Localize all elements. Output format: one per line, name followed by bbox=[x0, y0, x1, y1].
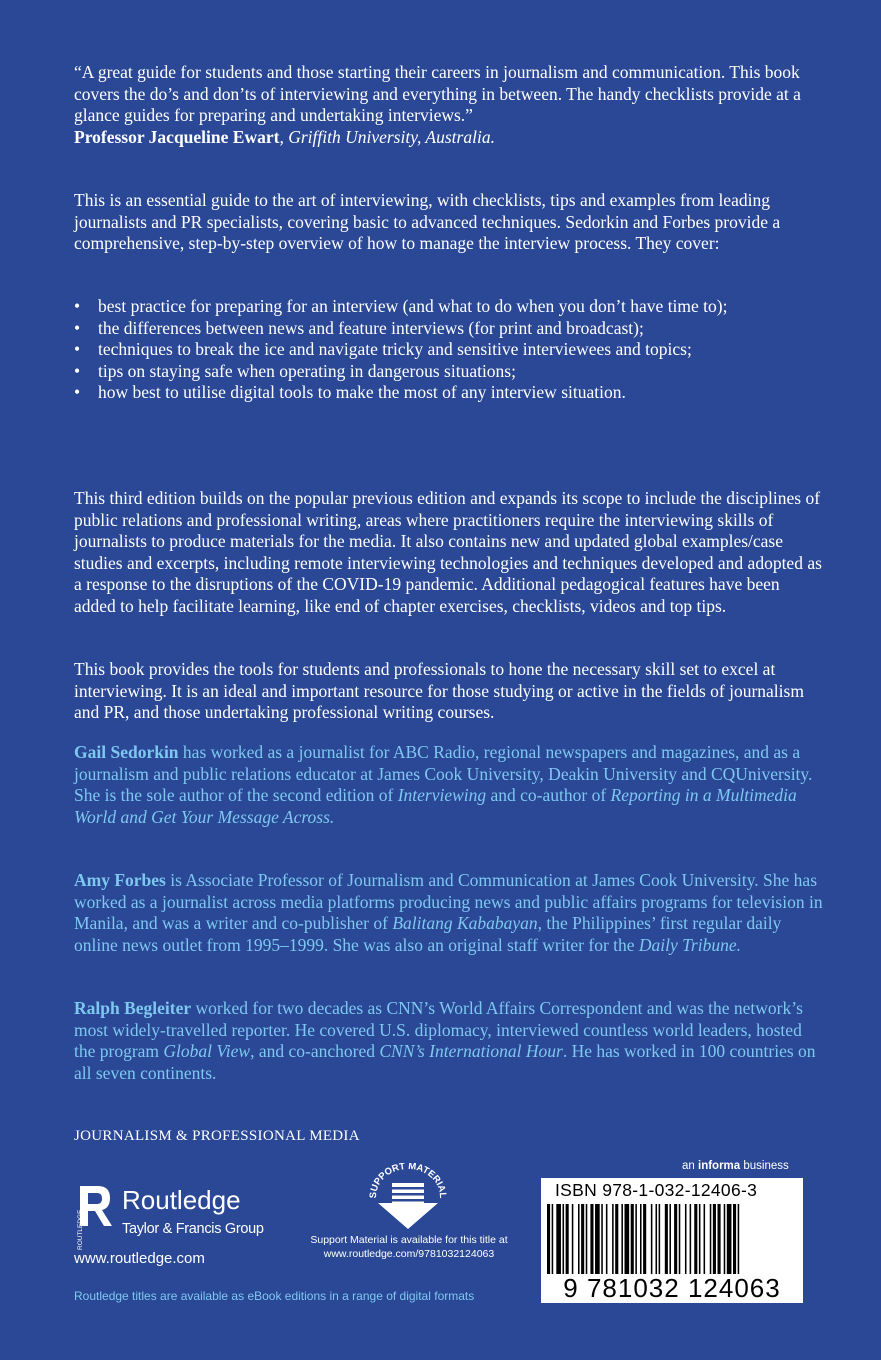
bio-text: is Associate Professor of Journalism and Communication at James Cook University. She has worked as a journalist across media platforms producing news and public affairs programs for television in Manila, and was a writer and co-publisher of bbox=[74, 870, 823, 933]
bio-text: has worked as a journalist for ABC Radio, regional newspapers and magazines, and as a journalism and public relations educator at James Cook University, Deakin University and CQUniversity. She is the sole author of the second edition of bbox=[74, 742, 813, 805]
barcode-bar bbox=[679, 1204, 681, 1274]
barcode-bar bbox=[621, 1204, 623, 1274]
isbn-label: ISBN 978-1-032-12406-3 bbox=[555, 1180, 758, 1200]
barcode-bar bbox=[656, 1204, 658, 1274]
barcode-bar bbox=[724, 1204, 726, 1274]
barcode-bar bbox=[581, 1204, 584, 1274]
barcode-bar bbox=[733, 1204, 736, 1274]
barcode-bar bbox=[586, 1204, 588, 1274]
bio-text: . He has worked in 100 countries on all seven continents. bbox=[74, 1041, 816, 1083]
barcode-bar bbox=[635, 1204, 637, 1274]
barcode-bars bbox=[543, 1204, 799, 1274]
barcode-number: 9 781032 124063 bbox=[563, 1273, 781, 1303]
third-edition-paragraph: This third edition builds on the popular previous edition and expands its scope to include the disciplines of public relations and professional writing, areas where practitioners require the interviewing skills of journalists to produce materials for the media. It also contains new and updated global examples/case studies and excerpts, including remote interviewing technologies and techniques developed and adopted as a response to the disruptions of the COVID-19 pandemic. Additional pedagogical features have been added to help facilitate learning, like end of chapter exercises, checklists, videos and top tips. bbox=[74, 488, 822, 616]
bio-title: Global View bbox=[163, 1041, 251, 1061]
barcode-bar bbox=[690, 1204, 692, 1274]
bio-title: CNN’s International Hour bbox=[379, 1041, 563, 1061]
quote-affiliation: , Griffith University, Australia. bbox=[279, 126, 495, 147]
author-name: Gail Sedorkin bbox=[74, 742, 179, 762]
barcode-bar bbox=[590, 1204, 593, 1274]
list-item: • the differences between news and feature interviews (for print and broadcast); bbox=[74, 318, 834, 340]
barcode-bar bbox=[643, 1204, 646, 1274]
barcode-bar bbox=[699, 1204, 701, 1274]
author-bio-sedorkin bbox=[74, 742, 824, 828]
barcode-bar bbox=[556, 1204, 561, 1274]
informa-suffix: business bbox=[740, 1160, 789, 1172]
barcode-bar bbox=[651, 1204, 653, 1274]
bio-title: Daily Tribune. bbox=[638, 934, 741, 955]
publisher-website: www.routledge.com bbox=[74, 1250, 205, 1267]
barcode-bar bbox=[727, 1204, 732, 1274]
informa-bold: informa bbox=[698, 1160, 741, 1172]
endorsement-quote bbox=[74, 62, 824, 148]
author-bio-begleiter bbox=[74, 998, 824, 1084]
barcode-bar bbox=[566, 1204, 569, 1274]
isbn-barcode bbox=[541, 1178, 803, 1303]
quote-text: “A great guide for students and those starting their careers in journalism and communication. This book covers the do’s and don’ts of interviewing and everything in between. The handy checklists provide at a glance guides for preparing and undertaking interviews.” bbox=[74, 62, 801, 125]
logo-mark bbox=[80, 1186, 112, 1226]
list-item: • tips on staying safe when operating in dangerous situations; bbox=[74, 361, 834, 383]
barcode-bar bbox=[704, 1204, 706, 1274]
publisher-group: Taylor & Francis Group bbox=[122, 1221, 264, 1237]
barcode-bar bbox=[631, 1204, 634, 1274]
support-line2: www.routledge.com/9781032124063 bbox=[323, 1248, 495, 1260]
barcode-bar bbox=[572, 1204, 574, 1274]
list-item: • best practice for preparing for an interview (and what to do when you don’t have time to); bbox=[74, 296, 834, 318]
informa-tagline bbox=[682, 1160, 789, 1172]
publisher-name: Routledge bbox=[122, 1185, 241, 1215]
barcode-bar bbox=[606, 1204, 608, 1274]
bio-text: , and co-anchored bbox=[250, 1041, 380, 1061]
barcode-bar bbox=[674, 1204, 677, 1274]
barcode-bar bbox=[547, 1204, 550, 1274]
barcode-bar bbox=[713, 1204, 716, 1274]
support-material-note bbox=[298, 1233, 520, 1261]
barcode-bar bbox=[685, 1204, 687, 1274]
bio-title: Reporting in a Multimedia World and Get Your Message Across. bbox=[74, 785, 797, 827]
bio-title: Balitang Kababayan bbox=[392, 913, 538, 933]
barcode-bar bbox=[718, 1204, 721, 1274]
bio-text: , the Philippines’ first regular daily online news outlet from 1995–1999. She was also an original staff writer for the bbox=[74, 913, 782, 955]
intro-paragraph: This is an essential guide to the art of interviewing, with checklists, tips and examples from leading journalists and PR specialists, covering basic to advanced techniques. Sedorkin and Forbes provide a comprehensive, step-by-step overview of how to manage the interview process. They cover: bbox=[74, 190, 781, 253]
barcode-bar bbox=[625, 1204, 630, 1274]
topic-list bbox=[74, 296, 834, 404]
quote-author: Professor Jacqueline Ewart bbox=[74, 126, 280, 147]
barcode-bar bbox=[659, 1204, 661, 1274]
barcode-bar bbox=[738, 1204, 740, 1274]
bio-title: Interviewing bbox=[397, 785, 487, 805]
bio-text: worked for two decades as CNN’s World Affairs Correspondent and was the network’s most widely-travelled reporter. He covered U.S. diplomacy, interviewed countless world leaders, hosted the program bbox=[74, 998, 803, 1061]
barcode-bar bbox=[612, 1204, 614, 1274]
barcode-bar bbox=[615, 1204, 618, 1274]
barcode-bar bbox=[640, 1204, 642, 1274]
author-bio-forbes bbox=[74, 870, 824, 956]
barcode-bar bbox=[710, 1204, 712, 1274]
barcode-bar bbox=[601, 1204, 603, 1274]
ebook-note: Routledge titles are available as eBook editions in a range of digital formats bbox=[74, 1289, 475, 1303]
author-name: Amy Forbes bbox=[74, 870, 166, 890]
logo-vertical-text: ROUTLEDGE bbox=[77, 1209, 84, 1250]
download-arrow-icon bbox=[378, 1183, 438, 1229]
informa-prefix: an bbox=[682, 1160, 698, 1172]
list-item: • techniques to break the ice and navigate tricky and sensitive interviewees and topics; bbox=[74, 339, 834, 361]
tools-paragraph: This book provides the tools for students and professionals to hone the necessary skill set to excel at interviewing. It is an ideal and important resource for those studying or active in the fields of journalism and PR, and those undertaking professional writing courses. bbox=[74, 659, 804, 722]
barcode-bar bbox=[665, 1204, 668, 1274]
barcode-bar bbox=[694, 1204, 697, 1274]
support-material-download-icon bbox=[358, 1163, 458, 1233]
list-item: • how best to utilise digital tools to make the most of any interview situation. bbox=[74, 382, 834, 404]
author-name: Ralph Begleiter bbox=[74, 998, 192, 1018]
barcode-bar bbox=[578, 1204, 580, 1274]
bio-text: and co-author of bbox=[486, 785, 611, 805]
support-badge-text: SUPPORT MATERIAL bbox=[367, 1163, 449, 1199]
support-line1: Support Material is available for this title at bbox=[310, 1234, 508, 1246]
barcode-bar bbox=[552, 1204, 554, 1274]
barcode-bar bbox=[595, 1204, 600, 1274]
barcode-bar bbox=[669, 1204, 671, 1274]
barcode-bar bbox=[563, 1204, 565, 1274]
series-name: JOURNALISM & PROFESSIONAL MEDIA bbox=[74, 1128, 360, 1144]
